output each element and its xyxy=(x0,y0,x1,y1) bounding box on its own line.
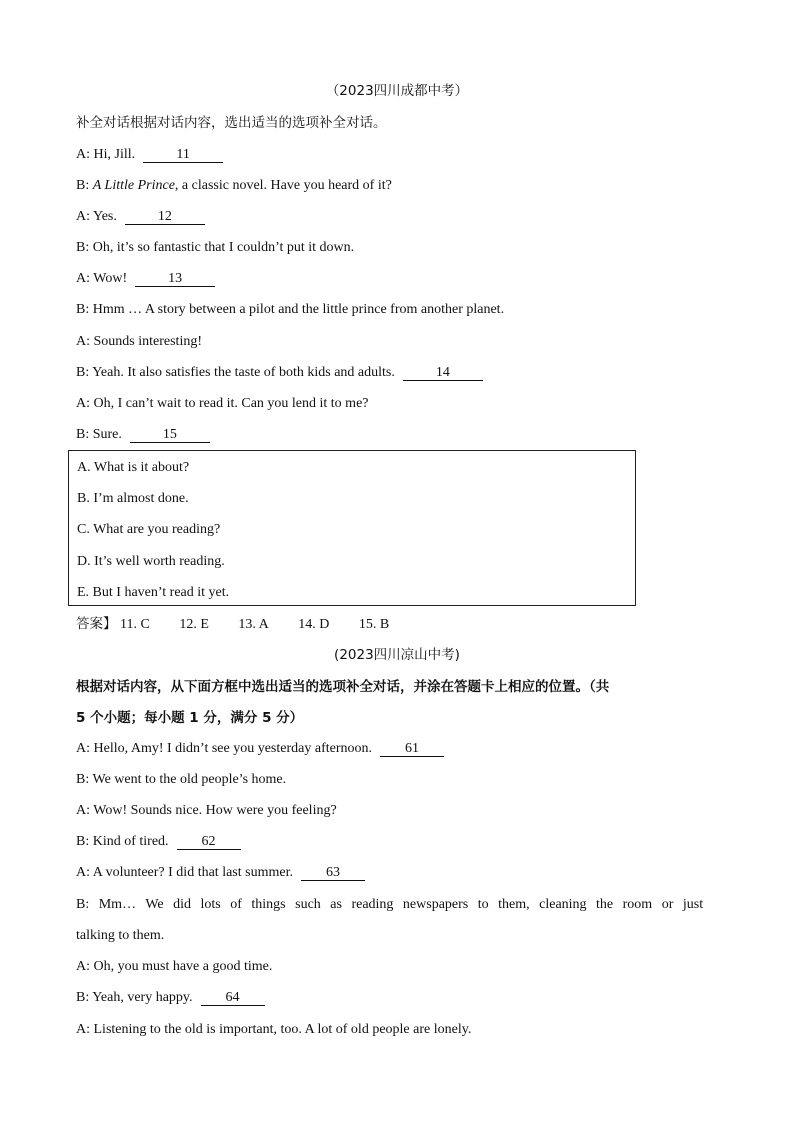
dialogue-line: A: Wow! 13 xyxy=(76,270,215,288)
answer-item: 11. C xyxy=(120,617,150,632)
dialogue-line: B: Hmm … A story between a pilot and the little prince from another planet. xyxy=(76,302,505,317)
dialogue-line: B: Yeah, very happy. 64 xyxy=(76,989,265,1007)
answer-blank: 63 xyxy=(301,865,365,881)
options-box xyxy=(68,450,636,606)
dialogue-line: A: Oh, you must have a good time. xyxy=(76,959,273,974)
section2-instruction: 根据对话内容，从下面方框中选出适当的选项补全对话，并涂在答题卡上相应的位置。（共 xyxy=(76,679,610,695)
dialogue-line: B: Mm… We did lots of things such as reading newspapers to them, cleaning the room or just xyxy=(76,897,704,912)
answer-blank: 13 xyxy=(135,271,215,287)
answer-blank: 61 xyxy=(380,741,444,757)
option-c: C. What are you reading? xyxy=(77,522,221,537)
answer-blank: 11 xyxy=(143,147,223,163)
answer-blank: 15 xyxy=(130,427,210,443)
answer-blank: 12 xyxy=(125,209,205,225)
dialogue-line: B: Oh, it’s so fantastic that I couldn’t put it down. xyxy=(76,240,355,255)
dialogue-line: B: A Little Prince, a classic novel. Have you heard of it? xyxy=(76,178,392,193)
dialogue-line: talking to them. xyxy=(76,928,165,943)
answer-item: 13. A xyxy=(238,617,269,632)
option-b: B. I’m almost done. xyxy=(77,491,189,506)
answer-blank: 14 xyxy=(403,365,483,381)
answer-item: 14. D xyxy=(298,617,330,632)
dialogue-line: A: Yes. 12 xyxy=(76,208,205,226)
section2-header: (2023四川凉山中考) xyxy=(334,647,460,663)
answer-item: 12. E xyxy=(179,617,209,632)
dialogue-line: A: Wow! Sounds nice. How were you feeling? xyxy=(76,803,337,818)
book-title: A Little Prince xyxy=(92,178,175,193)
dialogue-line: B: Yeah. It also satisfies the taste of both kids and adults. 14 xyxy=(76,364,483,382)
dialogue-line: A: A volunteer? I did that last summer. 63 xyxy=(76,864,365,882)
option-d: D. It’s well worth reading. xyxy=(77,554,225,569)
dialogue-line: B: Kind of tired. 62 xyxy=(76,833,241,851)
dialogue-line: A: Hello, Amy! I didn’t see you yesterday afternoon. 61 xyxy=(76,740,444,758)
answer-key xyxy=(76,615,415,634)
option-a: A. What is it about? xyxy=(77,460,190,475)
dialogue-line: A: Hi, Jill. 11 xyxy=(76,146,223,164)
answer-item: 15. B xyxy=(358,617,390,632)
dialogue-line: B: We went to the old people’s home. xyxy=(76,772,287,787)
dialogue-line: A: Oh, I can’t wait to read it. Can you lend it to me? xyxy=(76,396,369,411)
section1-header: （2023四川成都中考） xyxy=(325,83,469,99)
section1-instruction: 补全对话根据对话内容，选出适当的选项补全对话。 xyxy=(76,115,387,131)
dialogue-line: A: Listening to the old is important, too. A lot of old people are lonely. xyxy=(76,1022,472,1037)
dialogue-line: B: Sure. 15 xyxy=(76,426,210,444)
dialogue-line: A: Sounds interesting! xyxy=(76,334,202,349)
answer-blank: 62 xyxy=(177,834,241,850)
section2-instruction-cont: 5 个小题；每小题 1 分，满分 5 分） xyxy=(76,710,304,726)
answer-label: 答案】 xyxy=(76,616,117,632)
option-e: E. But I haven’t read it yet. xyxy=(77,585,230,600)
answer-blank: 64 xyxy=(201,990,265,1006)
